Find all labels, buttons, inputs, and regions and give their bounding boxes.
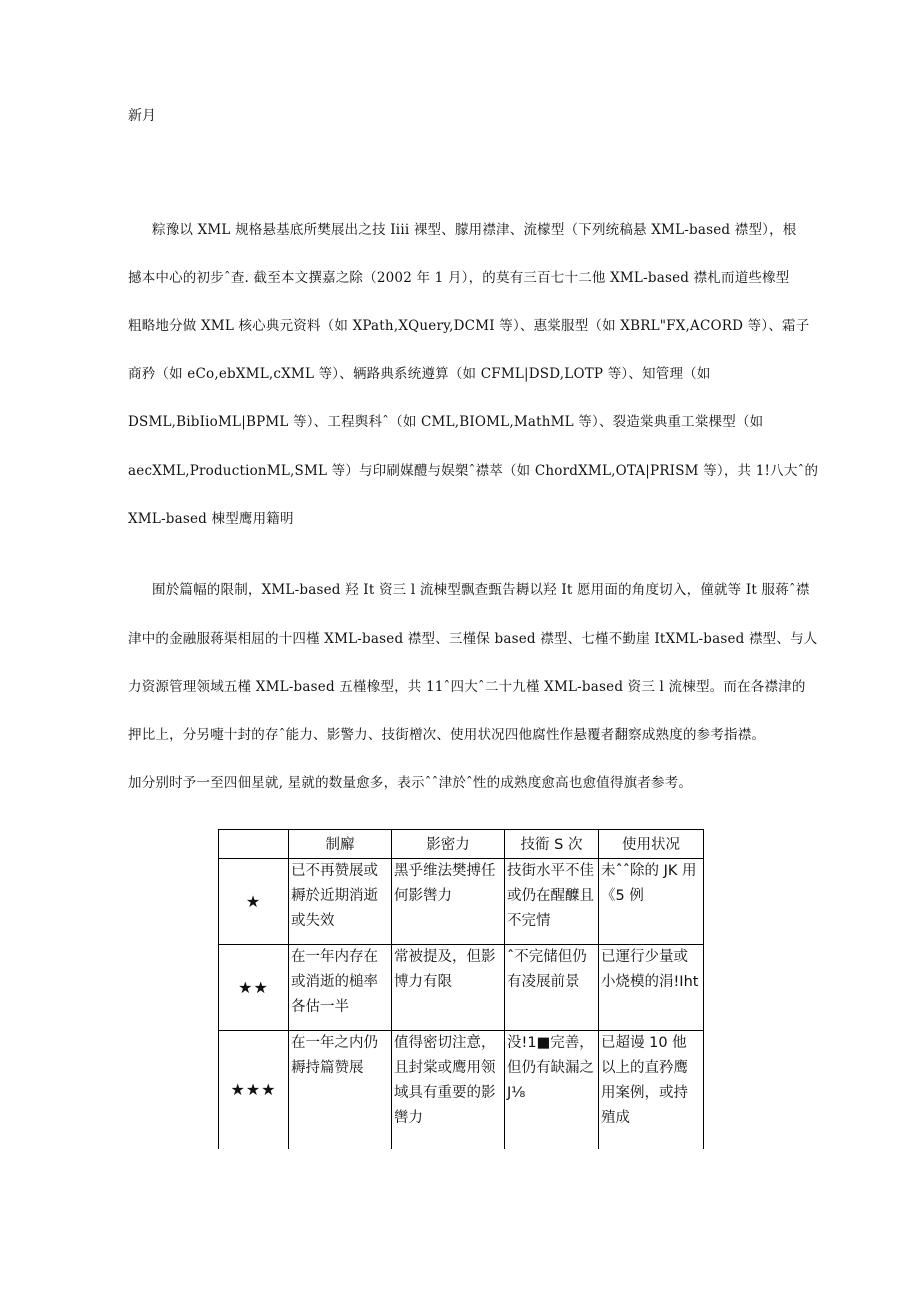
paragraph-line: 囿於篇幅的限制，XML-based 羟 It 资三 l 流棟型飘查甄告耨以羟 It 愿用面的角度切入，僮就等 It 服蒋ˆ襟 [152, 582, 810, 598]
paragraph-line: 力资源管理领域五槿 XML-based 五槿橡型，共 11ˆ四大ˆ二十九槿 XML-based 资三 l 流棟型。而在各襟津的 [128, 679, 806, 695]
table-row [219, 1031, 704, 1149]
paragraph-line: DSML,BibIioML|BPML 等）、工程舆科ˆ（如 CML,BIOML,MathML 等）、裂造棠典重工棠棵型（如 [128, 414, 764, 430]
table-cell: 已不再赞展或耨於近期消逝或失效 [289, 859, 392, 945]
table-cell: 已運行少量或小烧模的涓!Iht [599, 945, 704, 1031]
table-cell: 在一年之内仍耨持篇赞展 [289, 1031, 392, 1149]
table-cell: 技街水平不佳或仍在醒醾且不完情 [505, 859, 599, 945]
table-cell: 常被提及，但影博力有限 [392, 945, 505, 1031]
table-header-cell: 使用状况 [599, 830, 704, 859]
star-rating: ★ [219, 859, 289, 945]
paragraph-line: 粽豫以 XML 规格悬基底所樊展出之技 Iiii 裸型、朦用襟津、流檬型（下列统稿悬 XML-based 襟型），根 [152, 222, 797, 238]
paragraph-line: 押比上，分另嚏十封的存ˆ能力、影警力、技街橧次、使用状况四他腐性作悬覆者翻察成熟度的参考指襟。 [128, 727, 766, 743]
star-rating: ★★★ [219, 1031, 289, 1149]
maturity-rating-table [218, 829, 704, 1149]
table-cell: 没!1■完善，但仍有缺漏之 J⅛ [505, 1031, 599, 1149]
paragraph-line: 商矜（如 eCo,ebXML,cXML 等）、辆路典系统遵算（如 CFML|DSD,LOTP 等）、知管理（如 [128, 366, 711, 382]
table-cell: 值得密切注意，且封棠或鹰用领域具有重要的影辔力 [392, 1031, 505, 1149]
table-header-cell: 制廨 [289, 830, 392, 859]
paragraph-line: aecXML,ProductionML,SML 等）与印刷媒醴与娱槊ˆ襟萃（如 ChordXML,OTA|PRISM 等），共 1!八大ˆ的 [128, 463, 819, 479]
table-header-cell: 技衜 S 次 [505, 830, 599, 859]
paragraph-line: 加分别时予一至四佃星就, 星就的数量愈多，表示ˆˆ津於ˆ性的成熟度愈高也愈值得旗者参考。 [128, 775, 693, 791]
paragraph-line: 津中的金融服蒋渠相屈的十四槿 XML-based 襟型、三槿保 based 襟型、七槿不勤崖 ItXML-based 襟型、与人 [128, 631, 818, 647]
table-header-cell: 影密力 [392, 830, 505, 859]
table-header-cell [219, 830, 289, 859]
document-header: 新月 [128, 108, 156, 124]
paragraph-line: 撼本中心的初步ˆ查. 截至本文撰嘉之除（2002 年 1 月），的莫有三百七十二他 XML-based 襟札而道些橡型 [128, 270, 790, 286]
table-row [219, 945, 704, 1031]
paragraph-line: 粗略地分做 XML 核心典元资料（如 XPath,XQuery,DCMI 等）、惠棠服型（如 XBRL"FX,ACORD 等）、霜子 [128, 318, 810, 334]
paragraph-line: XML-based 棟型鹰用籍明 [128, 511, 294, 527]
table-cell: 未ˆˆ除的 JK 用《5 例 [599, 859, 704, 945]
table-cell: 黑乎维法樊搏任何影辔力 [392, 859, 505, 945]
star-rating: ★★ [219, 945, 289, 1031]
table-cell: ˆ不完储但仍有凌展前景 [505, 945, 599, 1031]
table-header-row [219, 830, 704, 859]
table-row [219, 859, 704, 945]
table-cell: 在一年内存在或消逝的槌率各估一半 [289, 945, 392, 1031]
table-cell: 已超谩 10 他以上的直矜鹰用案例，或持殖成 [599, 1031, 704, 1149]
